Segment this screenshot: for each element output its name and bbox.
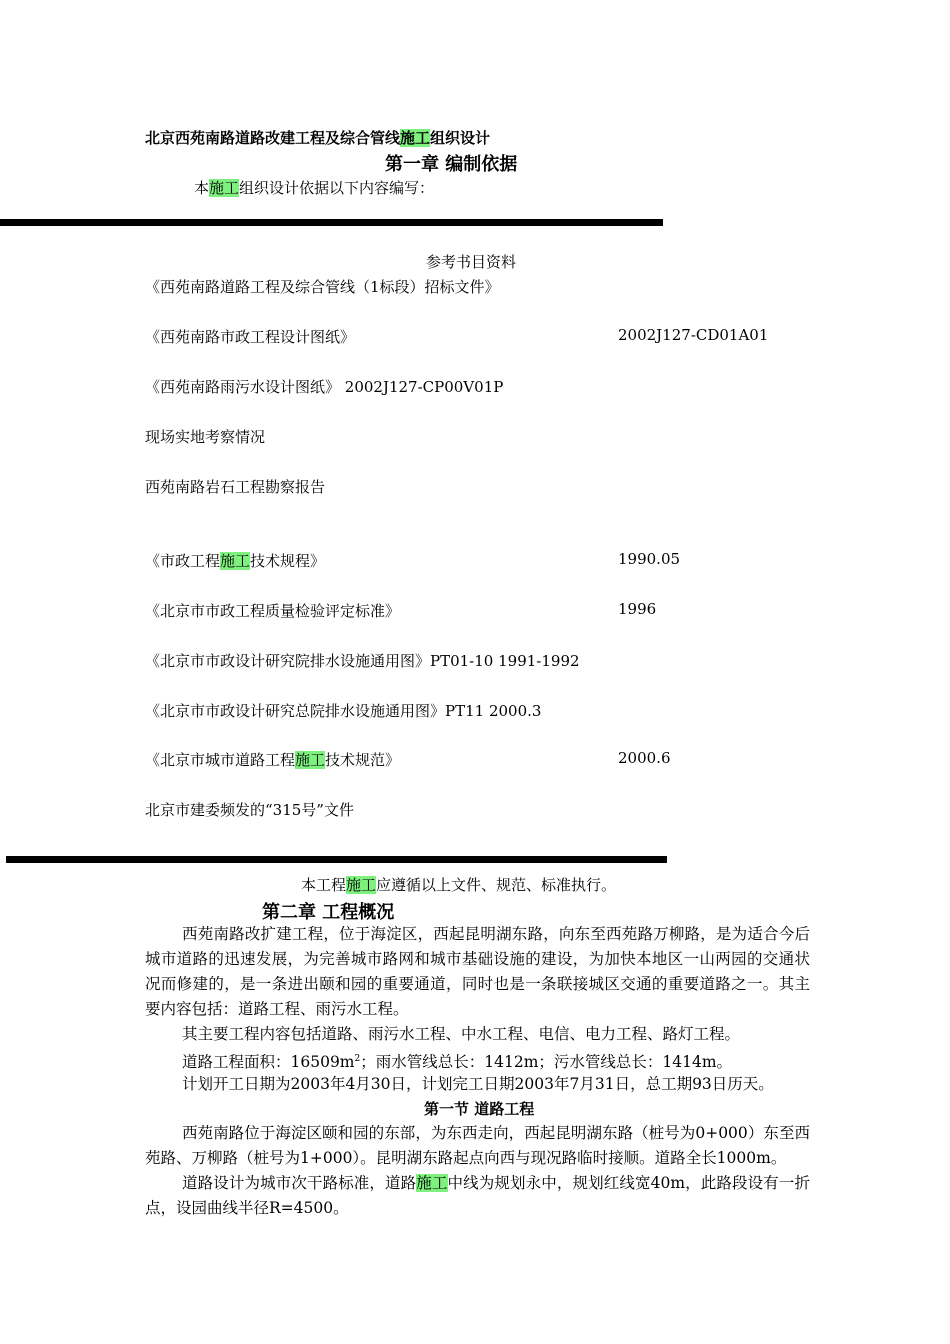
document-title xyxy=(145,127,490,148)
reference-header: 参考书目资料 xyxy=(426,253,517,271)
spec-code: 1996 xyxy=(618,600,657,618)
spec-item: 《北京市市政工程质量检验评定标准》 xyxy=(145,602,401,620)
chapter1-heading: 第一章 编制依据 xyxy=(385,154,518,175)
closing-text-end: 应遵循以上文件、规范、标准执行。 xyxy=(376,876,617,894)
reference-item: 《西苑南路雨污水设计图纸》 2002J127-CP00V01P xyxy=(145,378,504,396)
chapter2-heading: 第二章 工程概况 xyxy=(262,902,395,923)
section1-paragraph: 西苑南路位于海淀区颐和园的东部，为东西走向，西起昆明湖东路（桩号为0+000）东至西苑路、万柳路（桩号为1+000）。昆明湖东路起点向西与现况路临时接顺。道路全长1000m。 xyxy=(145,1124,810,1167)
intro-text-end: 组织设计依据以下内容编写： xyxy=(239,179,435,197)
section1-paragraph xyxy=(145,1171,810,1221)
spec-text: 《市政工程 xyxy=(145,552,221,570)
spec-code: 1990.05 xyxy=(618,550,681,568)
highlight-term: 施工 xyxy=(346,876,377,894)
reference-code: 2002J127-CD01A01 xyxy=(618,326,769,344)
intro-text: 本 xyxy=(194,179,210,197)
highlight-term: 施工 xyxy=(295,751,326,769)
reference-item: 西苑南路岩石工程勘察报告 xyxy=(145,478,326,496)
reference-item: 《西苑南路道路工程及综合管线（1标段）招标文件》 xyxy=(145,278,500,296)
spec-code: 2000.6 xyxy=(618,749,671,767)
title-text-end: 组织设计 xyxy=(430,129,491,147)
chapter1-intro xyxy=(194,177,434,198)
chapter2-paragraph: 西苑南路改扩建工程，位于海淀区，西起昆明湖东路，向东至西苑路万柳路，是为适合今后城市道路的迅速发展，为完善城市路网和城市基础设施的建设，为加快本地区一山两园的交通状况而修建的，是一条进出颐和园的重要通道，同时也是一条联接城区交通的重要道路之一。其主要内容包括：道路工程、雨污水工程。 xyxy=(145,925,810,1018)
para-text: 道路设计为城市次干路标准，道路 xyxy=(182,1174,417,1192)
divider-bottom xyxy=(6,856,667,863)
spec-text: 《北京市城市道路工程 xyxy=(145,751,296,769)
spec-item: 《北京市市政设计研究院排水设施通用图》PT01-10 1991-1992 xyxy=(145,652,580,670)
closing-text: 本工程 xyxy=(301,876,347,894)
para-text-end: 中线为规划永中，规划红线宽40m，此路段设有一折点，设园曲线半径R=4500。 xyxy=(145,1174,810,1217)
highlight-term: 施工 xyxy=(416,1174,448,1192)
area-text-end: ；雨水管线总长：1412m；污水管线总长：1414m。 xyxy=(360,1053,733,1072)
spec-item xyxy=(145,749,400,770)
spec-item: 北京市建委频发的“315号”文件 xyxy=(145,801,354,819)
spec-text-end: 技术规范》 xyxy=(325,751,401,769)
highlight-term: 施工 xyxy=(209,179,240,197)
highlight-term: 施工 xyxy=(400,129,431,147)
chapter1-closing xyxy=(301,874,616,895)
reference-item: 《西苑南路市政工程设计图纸》 xyxy=(145,328,356,346)
chapter2-paragraph xyxy=(145,1047,810,1075)
title-text: 北京西苑南路道路改建工程及综合管线 xyxy=(145,129,401,147)
chapter2-paragraph: 计划开工日期为2003年4月30日，计划完工日期2003年7月31日，总工期93日历天。 xyxy=(182,1075,774,1093)
superscript: 2 xyxy=(354,1054,361,1064)
area-text: 道路工程面积：16509m xyxy=(182,1053,355,1072)
spec-item xyxy=(145,550,325,571)
section1-heading: 第一节 道路工程 xyxy=(424,1100,535,1118)
spec-item: 《北京市市政设计研究总院排水设施通用图》PT11 2000.3 xyxy=(145,702,542,720)
spec-text-end: 技术规程》 xyxy=(250,552,326,570)
reference-item: 现场实地考察情况 xyxy=(145,428,266,446)
divider-top xyxy=(0,219,663,226)
chapter2-paragraph: 其主要工程内容包括道路、雨污水工程、中水工程、电信、电力工程、路灯工程。 xyxy=(182,1025,741,1043)
highlight-term: 施工 xyxy=(220,552,251,570)
